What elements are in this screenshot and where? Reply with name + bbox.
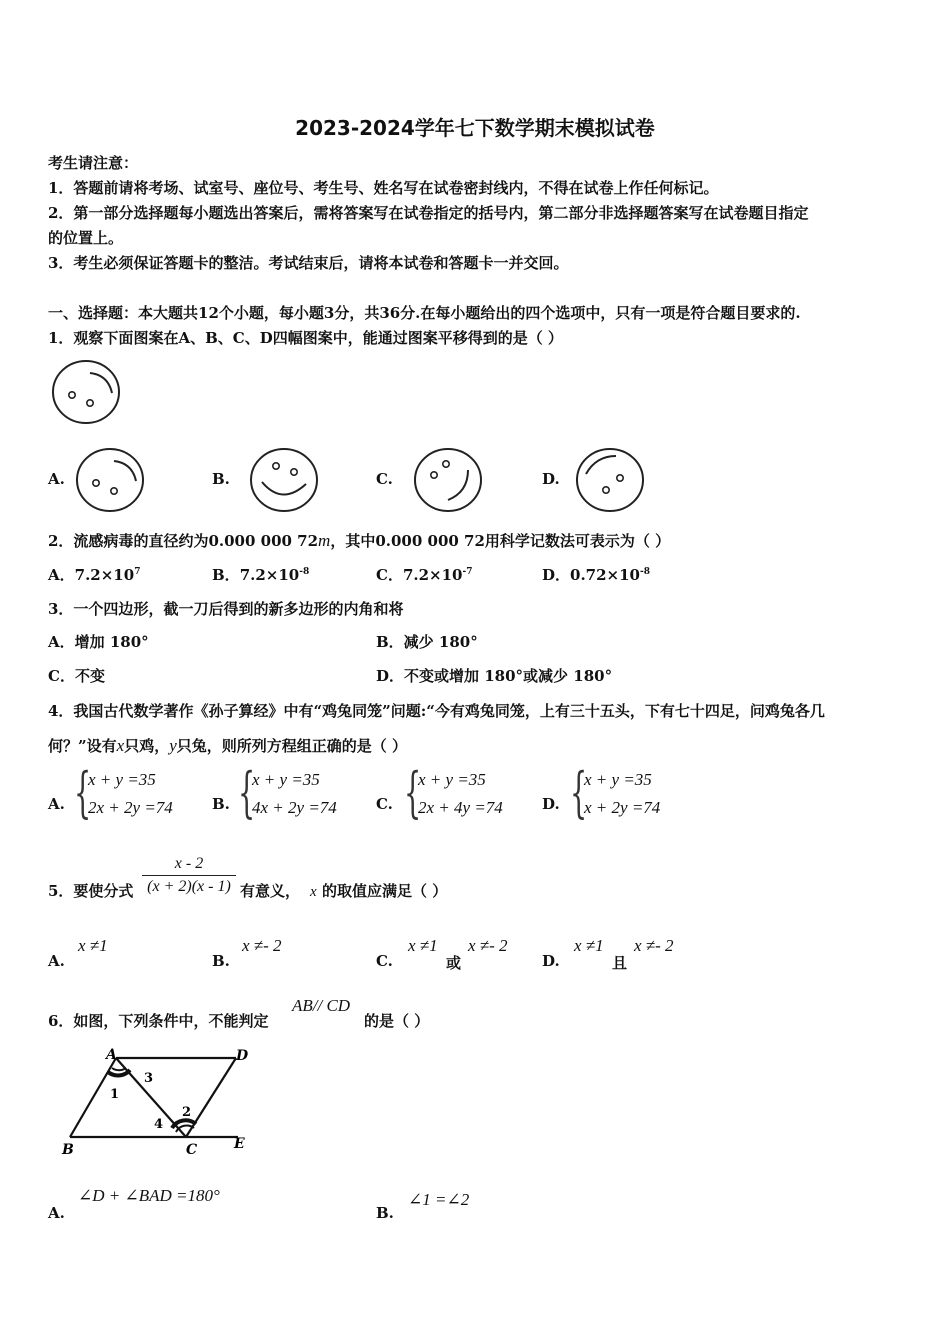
- q5-option-c-label: C.: [376, 952, 393, 970]
- q5-fraction: [140, 854, 238, 897]
- notice-item: 2．第一部分选择题每小题选出答案后，需将答案写在试卷指定的括号内，第二部分非选择题答案写在试卷题目指定: [48, 204, 809, 222]
- q2-unit: m: [318, 531, 331, 550]
- option-base: 7.2×10: [402, 566, 463, 584]
- equation-1: x + y =35: [584, 770, 652, 789]
- brace-icon: {: [570, 761, 588, 824]
- option-exponent: -8: [640, 567, 650, 577]
- label-b: B: [62, 1142, 74, 1158]
- brace-icon: {: [74, 761, 92, 824]
- q3-option-a[interactable]: A．增加 180°: [48, 633, 149, 651]
- q2-stem-part: ，其中0.000 000 72用科学记数法可表示为（ ）: [330, 532, 671, 550]
- q4-var-x: x: [116, 736, 125, 755]
- equation-2: 2x + 4y =74: [418, 798, 503, 817]
- q4-option-a-label: A.: [48, 795, 65, 813]
- q3-option-b[interactable]: B．减少 180°: [376, 633, 478, 651]
- equation-1: x + y =35: [88, 770, 156, 789]
- q6-option-b-expr[interactable]: ∠1 =∠2: [408, 1190, 470, 1209]
- question-2-stem: [48, 530, 670, 551]
- q5-option-d-label: D.: [542, 952, 560, 970]
- q4-var-y: y: [169, 736, 177, 755]
- question-4-stem-line2: [48, 735, 407, 756]
- q2-stem-part: 2．流感病毒的直径约为0.000 000 72: [48, 532, 319, 550]
- fraction-numerator: x - 2: [174, 855, 204, 872]
- fraction-bar: [142, 875, 236, 876]
- equation-2: 4x + 2y =74: [252, 798, 337, 817]
- q4-stem-part: 何？”设有: [48, 737, 117, 755]
- notice-item: 1．答题前请将考场、试室号、座位号、考生号、姓名写在试卷密封线内，不得在试卷上作任何标记。: [48, 179, 719, 197]
- label-e: E: [234, 1136, 245, 1152]
- q5-option-c-join: 或: [446, 954, 462, 972]
- q5-option-a-expr[interactable]: x ≠1: [78, 936, 108, 955]
- option-base: 7.2×10: [74, 566, 135, 584]
- q5-option-b-label: B.: [212, 952, 230, 970]
- q1-option-c-label: C.: [376, 470, 393, 488]
- q6-option-b-label: B.: [376, 1204, 394, 1222]
- page-title: 2023-2024学年七下数学期末模拟试卷: [295, 116, 655, 140]
- equation-2: 2x + 2y =74: [88, 798, 173, 817]
- option-label: D．: [542, 566, 571, 584]
- option-exponent: 7: [134, 567, 141, 577]
- q2-option-a[interactable]: [48, 564, 140, 585]
- notice-item: 3．考生必须保证答题卡的整洁。考试结束后，请将本试卷和答题卡一并交回。: [48, 254, 569, 272]
- q6-stem-part: 6．如图，下列条件中，不能判定: [48, 1012, 269, 1030]
- option-base: 0.72×10: [570, 566, 640, 584]
- q4-option-a-system[interactable]: [74, 761, 204, 826]
- q5-option-c-expr2[interactable]: x ≠- 2: [468, 936, 508, 955]
- label-c: C: [186, 1142, 198, 1158]
- option-label: C．: [376, 566, 403, 584]
- brace-icon: {: [404, 761, 422, 824]
- q5-option-c-expr[interactable]: x ≠1: [408, 936, 438, 955]
- q5-option-a-label: A.: [48, 952, 65, 970]
- q4-stem-part: 只兔，则所列方程组正确的是（ ）: [176, 737, 407, 755]
- notice-item: 的位置上。: [48, 229, 124, 247]
- angle-1-label: 1: [110, 1087, 120, 1102]
- label-d: D: [236, 1048, 249, 1064]
- section-heading: 一、选择题：本大题共12个小题，每小题3分，共36分.在每小题给出的四个选项中，只有一项是符合题目要求的.: [48, 304, 801, 322]
- q5-var: x: [310, 884, 317, 900]
- q1-option-a-label: A.: [48, 470, 65, 488]
- q6-stem-part: 的是（ ）: [364, 1012, 430, 1030]
- q6-expr: AB// CD: [292, 996, 351, 1015]
- q1-original-face: [50, 357, 124, 429]
- q4-option-c-system[interactable]: [404, 761, 534, 826]
- q5-option-d-join: 且: [612, 954, 628, 972]
- q4-stem-part: 只鸡，: [124, 737, 170, 755]
- angle-arc: [112, 1068, 126, 1070]
- q4-option-d-system[interactable]: [570, 761, 700, 826]
- question-3-stem: 3．一个四边形，截一刀后得到的新多边形的内角和将: [48, 600, 404, 618]
- angle-3-label: 3: [144, 1071, 154, 1086]
- question-1-stem: 1．观察下面图案在A、B、C、D四幅图案中，能通过图案平移得到的是（ ）: [48, 329, 563, 347]
- q2-option-d[interactable]: [542, 564, 650, 585]
- q1-option-c-face[interactable]: [412, 444, 484, 516]
- q1-option-d-face[interactable]: [574, 444, 646, 516]
- option-exponent: -7: [462, 567, 473, 577]
- q6-parallelogram-figure: [58, 1046, 258, 1160]
- q5-option-b-expr[interactable]: x ≠- 2: [242, 936, 282, 955]
- notice-heading: 考生请注意：: [48, 154, 139, 172]
- q1-option-d-label: D.: [542, 470, 560, 488]
- q5-stem-part: 的取值应满足（ ）: [322, 882, 448, 900]
- q1-option-b-face[interactable]: [248, 444, 320, 516]
- label-a: A: [106, 1047, 117, 1063]
- q1-option-a-face[interactable]: [74, 444, 146, 516]
- q4-option-b-label: B.: [212, 795, 230, 813]
- option-label: A．: [48, 566, 75, 584]
- option-exponent: -8: [299, 567, 310, 577]
- q5-option-d-expr2[interactable]: x ≠- 2: [634, 936, 674, 955]
- q6-option-a-label: A.: [48, 1204, 65, 1222]
- option-label: B．: [212, 566, 240, 584]
- q6-option-a-expr[interactable]: ∠D + ∠BAD =180°: [78, 1186, 220, 1205]
- fraction-denominator: (x + 2)(x - 1): [147, 878, 231, 895]
- q4-option-b-system[interactable]: [238, 761, 368, 826]
- q2-option-b[interactable]: [212, 564, 309, 585]
- line-dc: [186, 1058, 236, 1137]
- q4-option-d-label: D.: [542, 795, 560, 813]
- option-base: 7.2×10: [239, 566, 300, 584]
- equation-2: x + 2y =74: [584, 798, 661, 817]
- q5-stem-part: 有意义，: [240, 882, 301, 900]
- q5-option-d-expr[interactable]: x ≠1: [574, 936, 604, 955]
- q3-option-d[interactable]: D．不变或增加 180°或减少 180°: [376, 667, 613, 685]
- q1-option-b-label: B.: [212, 470, 230, 488]
- equation-1: x + y =35: [418, 770, 486, 789]
- angle-4-label: 4: [154, 1117, 164, 1132]
- q3-option-c[interactable]: C．不变: [48, 667, 105, 685]
- angle-2-label: 2: [182, 1105, 192, 1120]
- equation-1: x + y =35: [252, 770, 320, 789]
- q4-option-c-label: C.: [376, 795, 393, 813]
- brace-icon: {: [238, 761, 256, 824]
- question-4-stem-line1: 4．我国古代数学著作《孙子算经》中有“鸡兔同笼”问题:“今有鸡兔同笼，上有三十五头，下有七十四足，问鸡兔各几: [48, 702, 825, 720]
- q2-option-c[interactable]: [376, 564, 473, 585]
- q5-stem-part: 5．要使分式: [48, 882, 134, 900]
